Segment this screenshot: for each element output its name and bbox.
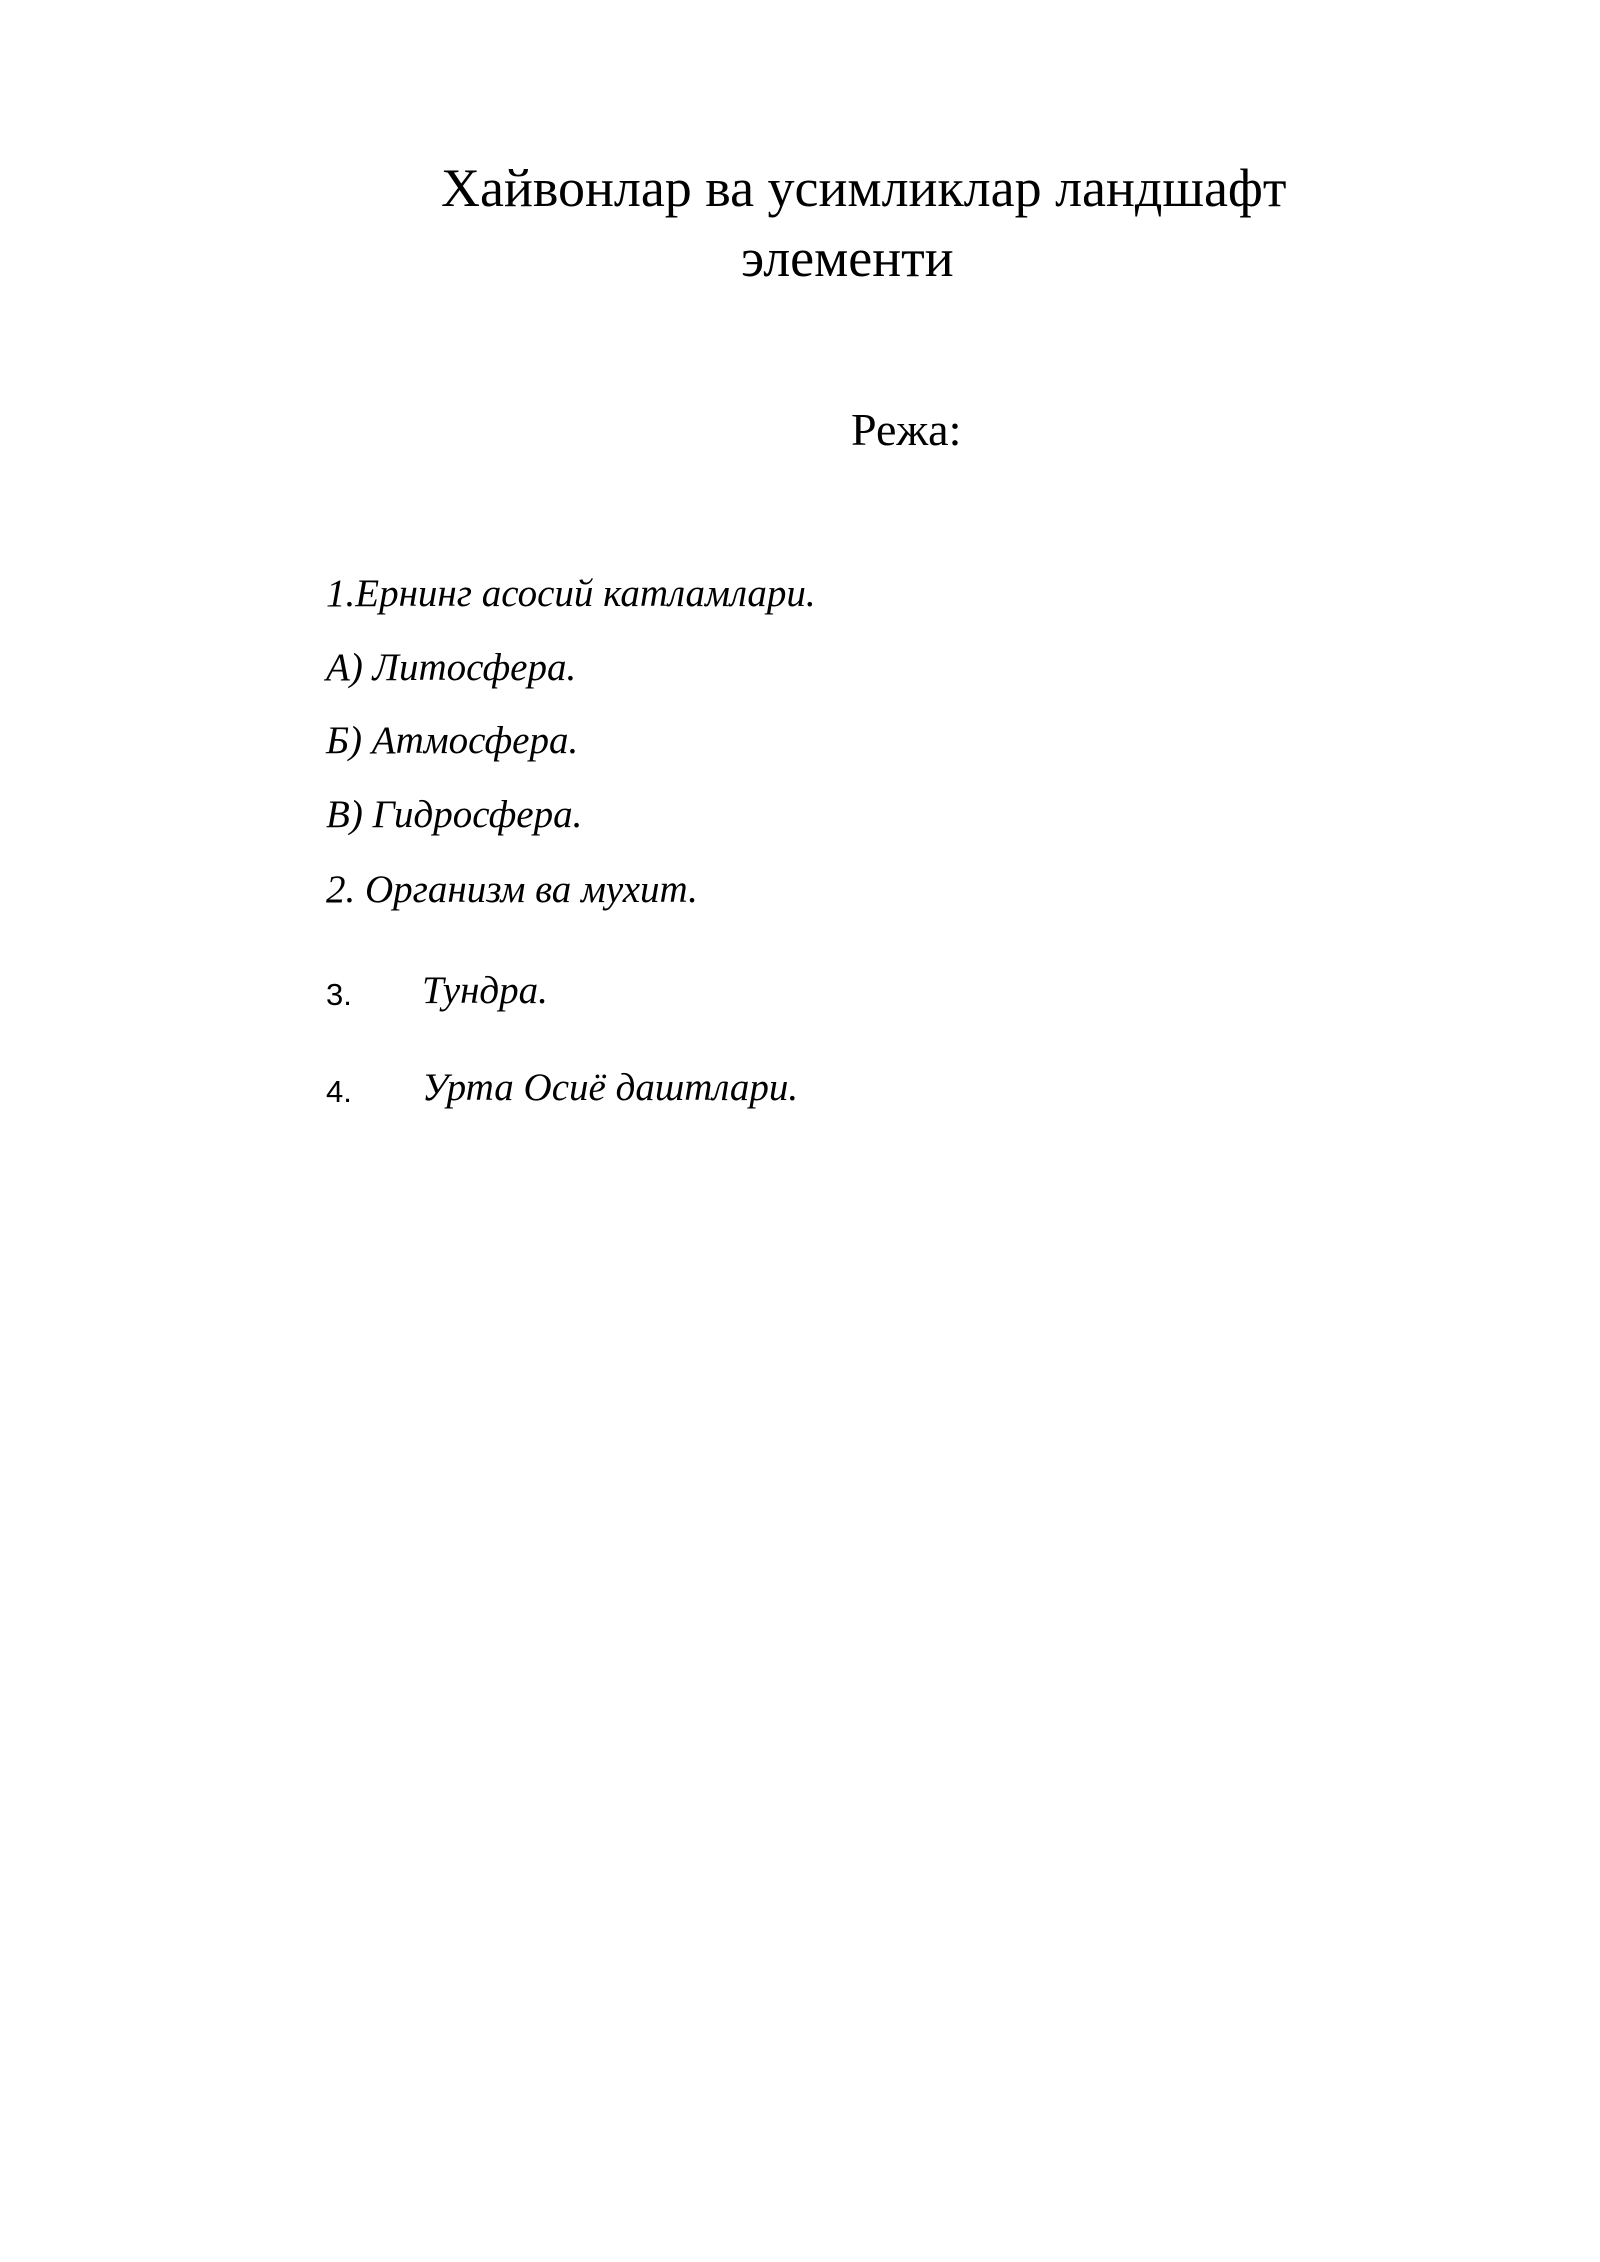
list-item-text: Тундра. (422, 969, 548, 1012)
document-title-line-2: элементи (741, 228, 954, 288)
document-title-line-1: Хайвонлар ва усимликлар ландшафт (441, 158, 1287, 218)
plan-item: В) Гидросфера. (326, 793, 583, 836)
list-item-number: 4. (326, 1074, 352, 1109)
plan-item: Б) Атмосфера. (326, 719, 579, 762)
plan-heading: Режа: (851, 404, 962, 455)
list-item-number: 3. (326, 977, 352, 1012)
plan-item: 1.Ернинг асосий катламлари. (326, 572, 816, 615)
plan-item: 2. Организм ва мухит. (326, 868, 698, 911)
plan-item: А) Литосфера. (326, 646, 577, 689)
list-item-text: Урта Осиё даштлари. (422, 1066, 799, 1109)
